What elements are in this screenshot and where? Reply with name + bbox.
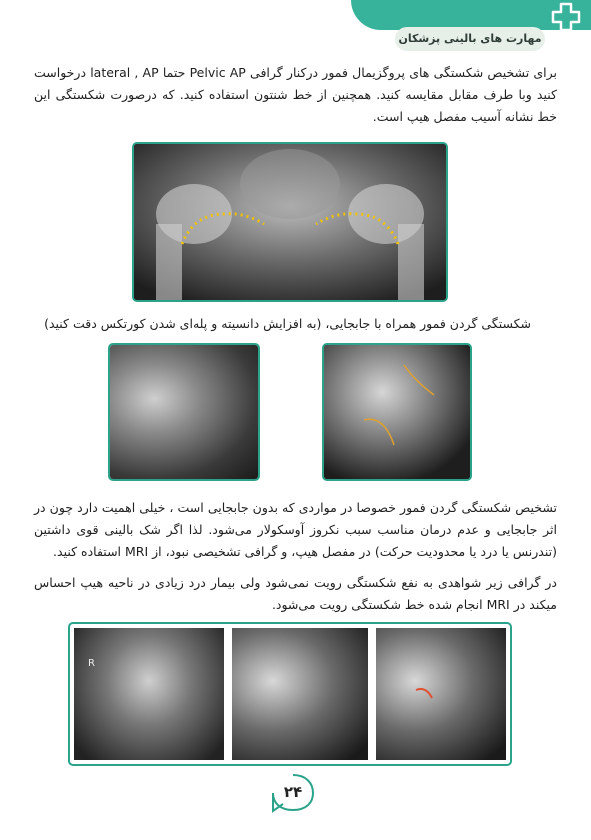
hip-xray-no-fracture bbox=[74, 628, 224, 760]
hip-xray-annotated bbox=[322, 343, 472, 481]
pelvis-xray bbox=[132, 142, 448, 302]
mri-paragraph: در گرافی زیر شواهدی به نفع شکستگی رویت نمی‌شود ولی بیمار درد زیادی در ناحیه هیپ احساس میکند در MRI انجام شده خط شکستگی رویت می‌شود. bbox=[34, 575, 557, 612]
xray-marker: R bbox=[88, 658, 95, 669]
figure-caption: شکستگی گردن فمور همراه با جابجایی، (به افزایش دانسیته و پله‌ای شدن کورتکس دقت کنید) bbox=[44, 316, 531, 331]
body-paragraph: تشخیص شکستگی گردن فمور خصوصا در مواردی که بدون جابجایی است ، خیلی اهمیت دارد چون در اثر جابجایی و عدم درمان مناسب سبب نکروز آوسکولار می‌شود. لذا اگر شک بالینی قوی داشتین (تندرنس یا درد یا محدودیت حرکت) در مفصل هیپ، و گرافی تشخیصی نبود، از MRI استفاده کنید. bbox=[34, 500, 557, 559]
intro-paragraph: برای تشخیص شکستگی های پروگزیمال فمور درکنار گرافی Pelvic AP حتما lateral , AP درخواست کنید وبا طرف مقابل مقایسه کنید. همچنین از خط شنتون استفاده کنید. که درصورت شکستگی این خط نشانه آسیب مفصل هیپ است. bbox=[34, 65, 558, 124]
hip-xray-plain bbox=[108, 343, 260, 481]
page-number-badge bbox=[271, 773, 315, 813]
header-title: مهارت های بالینی پزشکان bbox=[395, 27, 545, 51]
page-number: ۲۴ bbox=[283, 783, 303, 801]
mri-coronal-image bbox=[232, 628, 368, 760]
mri-figure bbox=[68, 622, 512, 766]
mri-coronal-annotated bbox=[376, 628, 506, 760]
plus-icon bbox=[549, 0, 583, 34]
